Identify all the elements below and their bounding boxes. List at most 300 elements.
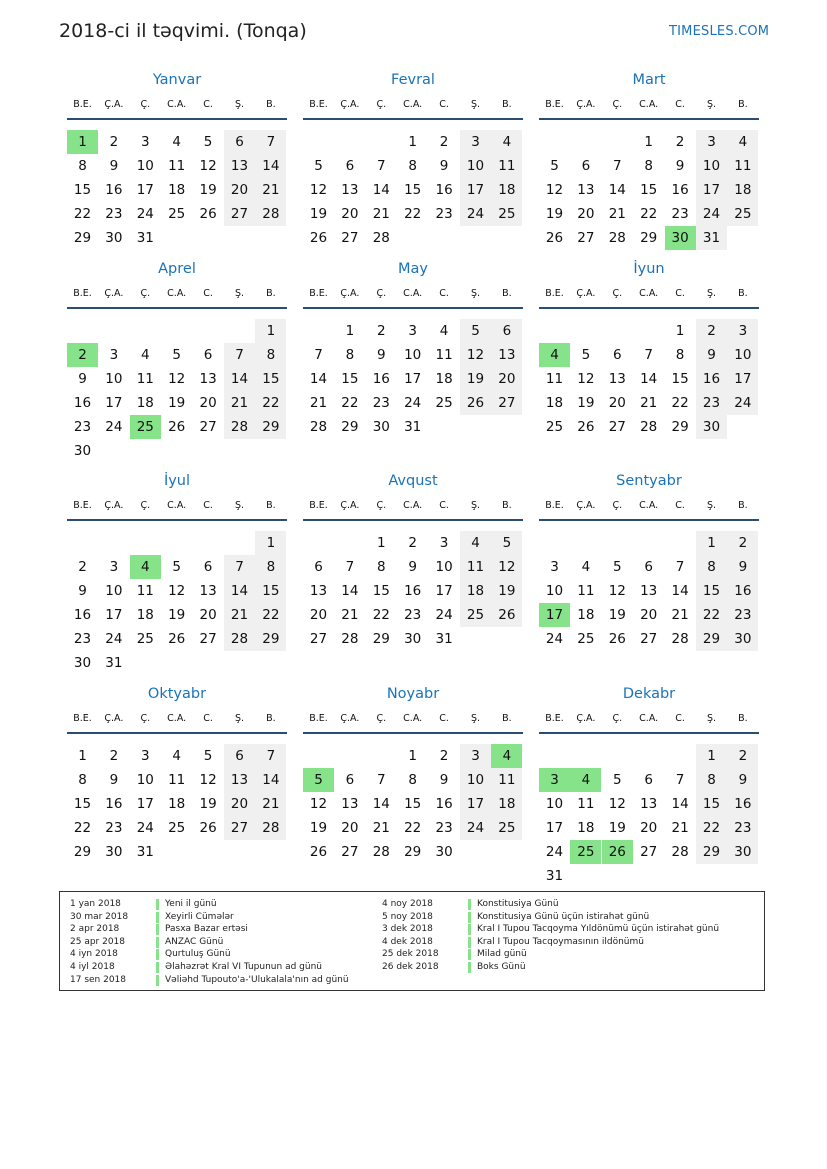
day-cell: 8 [255,555,286,579]
day-cell: 10 [545,583,564,599]
weekday-label: Ç.A. [576,500,596,511]
month-1 [67,72,287,272]
day-cell: 23 [696,391,727,415]
day-cell: 5 [203,748,213,764]
weekday-label: Ç. [612,99,623,110]
weekday-label: B.E. [73,288,92,299]
day-cell: 30 [435,844,453,860]
holiday-marker [468,949,471,960]
day-cell: 22 [341,395,359,411]
holiday-day-cell: 17 [539,603,570,627]
day-cell: 15 [73,796,92,812]
weekday-label: B. [266,500,276,511]
legend-date: 1 yan 2018 [70,899,121,909]
legend-date: 2 apr 2018 [70,924,120,935]
header-rule [67,519,287,521]
weekday-label: C. [439,500,449,511]
day-cell: 12 [545,182,564,198]
day-cell: 4 [460,531,491,555]
day-cell: 19 [199,182,217,198]
day-cell: 18 [168,182,186,198]
day-cell: 31 [435,631,453,647]
weekday-label: Ş. [470,288,481,299]
header-rule [303,732,523,734]
day-cell: 7 [314,347,323,363]
day-cell: 25 [168,206,186,222]
day-cell: 12 [491,555,522,579]
day-cell: 24 [404,395,422,411]
day-cell: 29 [696,627,727,651]
day-cell: 1 [696,744,727,768]
month-name: May [398,261,428,277]
day-cell: 27 [577,230,595,246]
day-cell: 9 [439,158,449,174]
day-cell: 9 [408,559,417,575]
day-cell: 17 [460,792,491,816]
day-cell: 28 [608,230,626,246]
legend-date: 30 mar 2018 [70,911,129,922]
day-cell: 19 [309,820,328,836]
day-cell: 11 [136,371,154,387]
weekday-label: Ç.A. [104,288,124,299]
day-cell: 28 [372,230,390,246]
day-cell: 15 [372,583,390,599]
holiday-marker [468,924,471,935]
day-cell: 11 [136,583,154,599]
day-cell: 8 [696,555,727,579]
month-4 [67,261,287,461]
day-cell: 28 [255,202,286,226]
month-3 [539,72,759,272]
day-cell: 22 [255,603,286,627]
legend-date: 26 dek 2018 [382,961,439,972]
day-cell: 16 [73,395,92,411]
day-cell: 10 [136,158,154,174]
day-cell: 4 [727,130,758,154]
day-cell: 21 [255,792,286,816]
day-cell: 23 [404,607,422,623]
weekday-label: Ç.A. [576,288,596,299]
day-cell: 15 [640,182,658,198]
weekday-label: B.E. [309,713,328,724]
legend-holiday-name: Əlahəzrət Kral VI Tupunun ad günü [165,961,322,972]
day-cell: 2 [408,535,417,551]
day-cell: 6 [203,559,213,575]
day-cell: 14 [224,579,255,603]
day-cell: 13 [224,154,255,178]
day-cell: 29 [404,844,422,860]
day-cell: 9 [109,158,119,174]
weekday-label: Ş. [470,500,481,511]
month-name: Fevral [391,72,435,88]
day-cell: 13 [341,182,359,198]
day-cell: 11 [577,583,595,599]
day-cell: 4 [581,559,591,575]
holiday-day-cell: 26 [602,840,633,864]
month-name: İyul [163,473,191,489]
brand-link[interactable]: TIMESLES.COM [669,24,770,39]
day-cell: 17 [727,367,758,391]
day-cell: 6 [224,744,255,768]
holiday-day-cell: 4 [130,555,161,579]
holiday-day-cell: 2 [67,343,98,367]
legend-date: 4 dek 2018 [382,936,433,947]
day-cell: 2 [78,559,87,575]
day-cell: 19 [608,820,626,836]
day-cell: 17 [404,371,422,387]
day-cell: 20 [224,178,255,202]
day-cell: 28 [671,844,689,860]
day-cell: 12 [168,583,186,599]
weekday-label: B.E. [545,99,564,110]
day-cell: 2 [727,531,758,555]
day-cell: 17 [136,182,154,198]
day-cell: 8 [408,158,417,174]
day-cell: 18 [136,395,154,411]
weekday-label: Ç.A. [340,99,360,110]
day-cell: 19 [491,579,522,603]
day-cell: 30 [105,844,123,860]
holiday-marker [156,924,159,935]
month-8 [303,473,523,673]
day-cell: 26 [545,230,564,246]
weekday-label: B.E. [545,713,564,724]
month-name: Noyabr [386,686,440,702]
day-cell: 24 [545,631,564,647]
day-cell: 20 [224,792,255,816]
day-cell: 4 [172,134,181,150]
weekday-label: Ç. [612,288,623,299]
day-cell: 13 [640,796,658,812]
weekday-label: B. [266,288,276,299]
day-cell: 20 [309,607,328,623]
day-cell: 24 [136,206,154,222]
day-cell: 27 [608,419,626,435]
day-cell: 7 [345,559,355,575]
weekday-label: B. [738,500,748,511]
day-cell: 25 [577,631,595,647]
legend-holiday-name: ANZAC Günü [165,936,224,947]
day-cell: 30 [404,631,422,647]
header-rule [539,519,759,521]
month-name: Aprel [158,261,196,277]
day-cell: 30 [696,415,727,439]
day-cell: 14 [255,154,286,178]
day-cell: 29 [73,844,92,860]
day-cell: 26 [491,603,522,627]
day-cell: 23 [372,395,390,411]
weekday-label: C.A. [403,288,423,299]
day-cell: 11 [491,768,522,792]
legend-date: 17 sen 2018 [70,974,127,985]
weekday-label: B.E. [309,500,328,511]
holiday-marker [468,962,471,973]
day-cell: 3 [141,134,150,150]
day-cell: 1 [408,134,417,150]
day-cell: 27 [309,631,328,647]
day-cell: 22 [255,391,286,415]
day-cell: 30 [105,230,123,246]
day-cell: 27 [341,844,359,860]
day-cell: 2 [377,323,386,339]
day-cell: 1 [696,531,727,555]
day-cell: 26 [309,230,328,246]
day-cell: 15 [255,367,286,391]
weekday-label: Ş. [234,500,245,511]
weekday-label: B. [738,288,748,299]
day-cell: 28 [224,415,255,439]
weekday-label: Ş. [234,713,245,724]
day-cell: 17 [136,796,154,812]
day-cell: 21 [341,607,359,623]
day-cell: 13 [199,371,217,387]
weekday-label: Ş. [470,99,481,110]
weekday-label: Ç.A. [340,288,360,299]
page-title: 2018-ci il təqvimi. (Tonqa) [59,20,307,42]
day-cell: 26 [168,419,186,435]
day-cell: 12 [460,343,491,367]
legend-holiday-name: Boks Günü [477,961,526,972]
day-cell: 5 [491,531,522,555]
day-cell: 23 [727,816,758,840]
day-cell: 20 [341,206,359,222]
day-cell: 29 [255,627,286,651]
day-cell: 28 [341,631,359,647]
day-cell: 14 [608,182,626,198]
legend-date: 4 iyl 2018 [70,961,115,972]
day-cell: 12 [309,796,328,812]
day-cell: 8 [644,158,653,174]
day-cell: 21 [372,206,390,222]
header-rule [539,307,759,309]
holiday-marker [468,899,471,910]
weekday-label: Ç. [612,713,623,724]
day-cell: 16 [727,792,758,816]
day-cell: 27 [341,230,359,246]
legend-holiday-name: Vəliəhd Tupouto'a-'Ulukalala'nın ad günü [165,974,349,985]
day-cell: 25 [545,419,564,435]
day-cell: 13 [309,583,328,599]
day-cell: 21 [640,395,658,411]
weekday-label: C.A. [403,99,423,110]
weekday-label: Ç. [140,500,151,511]
day-cell: 3 [439,535,449,551]
day-cell: 8 [345,347,355,363]
weekday-label: C. [675,713,685,724]
day-cell: 4 [491,130,522,154]
day-cell: 17 [105,395,123,411]
day-cell: 20 [341,820,359,836]
day-cell: 25 [168,820,186,836]
day-cell: 19 [608,607,626,623]
day-cell: 14 [640,371,658,387]
day-cell: 15 [341,371,359,387]
day-cell: 23 [435,206,453,222]
holiday-day-cell: 25 [570,840,601,864]
weekday-label: C. [439,288,449,299]
holiday-day-cell: 4 [539,343,570,367]
day-cell: 9 [675,158,685,174]
day-cell: 17 [105,607,123,623]
day-cell: 22 [696,816,727,840]
weekday-label: C. [439,713,449,724]
day-cell: 1 [255,319,286,343]
day-cell: 19 [199,796,217,812]
day-cell: 9 [377,347,386,363]
holiday-marker [468,937,471,948]
weekday-label: B. [738,713,748,724]
day-cell: 30 [73,655,92,671]
day-cell: 26 [168,631,186,647]
day-cell: 28 [255,816,286,840]
weekday-label: Ç. [140,99,151,110]
month-5 [303,261,523,461]
holiday-day-cell: 1 [67,130,98,154]
day-cell: 12 [199,158,217,174]
day-cell: 10 [435,559,453,575]
day-cell: 16 [73,607,92,623]
day-cell: 17 [435,583,453,599]
weekday-label: Ç. [376,713,387,724]
day-cell: 10 [545,796,564,812]
day-cell: 7 [255,744,286,768]
weekday-label: C.A. [167,288,187,299]
day-cell: 6 [345,158,355,174]
day-cell: 20 [199,607,217,623]
day-cell: 2 [439,134,449,150]
day-cell: 2 [109,134,119,150]
month-name: Sentyabr [616,473,682,489]
day-cell: 20 [199,395,217,411]
day-cell: 5 [314,158,323,174]
day-cell: 3 [727,319,758,343]
header-rule [67,307,287,309]
day-cell: 23 [73,631,92,647]
holiday-marker [156,949,159,960]
month-name: Avqust [388,473,438,489]
day-cell: 7 [675,772,685,788]
holiday-day-cell: 4 [570,768,601,792]
day-cell: 28 [671,631,689,647]
day-cell: 2 [109,748,119,764]
day-cell: 26 [309,844,328,860]
day-cell: 5 [172,347,181,363]
day-cell: 8 [675,347,685,363]
day-cell: 2 [439,748,449,764]
month-11 [303,686,523,886]
legend-date: 5 noy 2018 [382,911,433,922]
day-cell: 6 [314,559,323,575]
month-7 [67,473,287,673]
day-cell: 14 [255,768,286,792]
day-cell: 26 [577,419,595,435]
day-cell: 4 [172,748,181,764]
month-2 [303,72,523,272]
holiday-legend [59,891,765,991]
holiday-day-cell: 5 [303,768,334,792]
weekday-label: Ş. [706,99,717,110]
month-6 [539,261,759,461]
day-cell: 24 [435,607,453,623]
day-cell: 3 [460,744,491,768]
weekday-label: B.E. [545,500,564,511]
day-cell: 12 [309,182,328,198]
weekday-label: Ç.A. [576,99,596,110]
day-cell: 29 [640,230,658,246]
day-cell: 23 [727,603,758,627]
month-9 [539,473,759,673]
weekday-label: B.E. [309,288,328,299]
weekday-label: Ş. [706,713,717,724]
weekday-label: Ç.A. [104,713,124,724]
day-cell: 5 [203,134,213,150]
day-cell: 7 [255,130,286,154]
day-cell: 12 [577,371,595,387]
day-cell: 27 [199,419,217,435]
day-cell: 24 [460,816,491,840]
day-cell: 11 [435,347,453,363]
legend-date: 3 dek 2018 [382,924,433,935]
day-cell: 11 [168,158,186,174]
day-cell: 29 [255,415,286,439]
day-cell: 14 [309,371,328,387]
day-cell: 19 [168,395,186,411]
day-cell: 3 [696,130,727,154]
legend-date: 4 iyn 2018 [70,949,118,960]
weekday-label: C.A. [639,713,659,724]
holiday-marker [156,912,159,923]
day-cell: 1 [377,535,386,551]
day-cell: 23 [105,206,123,222]
day-cell: 6 [203,347,213,363]
weekday-label: C.A. [639,500,659,511]
day-cell: 12 [608,583,626,599]
day-cell: 14 [224,367,255,391]
day-cell: 10 [404,347,422,363]
weekday-label: C. [203,288,213,299]
day-cell: 26 [460,391,491,415]
day-cell: 8 [255,343,286,367]
day-cell: 26 [199,206,217,222]
day-cell: 20 [640,820,658,836]
day-cell: 3 [109,559,119,575]
day-cell: 15 [696,792,727,816]
header-rule [303,519,523,521]
day-cell: 12 [608,796,626,812]
day-cell: 22 [73,820,92,836]
day-cell: 19 [545,206,564,222]
day-cell: 18 [577,607,595,623]
day-cell: 20 [577,206,595,222]
day-cell: 22 [404,206,422,222]
day-cell: 22 [671,395,689,411]
legend-holiday-name: Yeni il günü [165,899,217,909]
weekday-label: C.A. [639,99,659,110]
legend-holiday-name: Konstitusiya Günü [477,899,559,909]
day-cell: 10 [460,768,491,792]
day-cell: 11 [545,371,564,387]
day-cell: 12 [168,371,186,387]
legend-holiday-name: Xeyirli Cümələr [165,911,234,922]
day-cell: 29 [73,230,92,246]
day-cell: 6 [491,319,522,343]
day-cell: 1 [675,323,685,339]
day-cell: 27 [199,631,217,647]
legend-holiday-name: Kral I Tupou Tacqoymasının ildönümü [477,936,644,947]
day-cell: 25 [136,631,154,647]
day-cell: 11 [491,154,522,178]
day-cell: 27 [640,844,658,860]
